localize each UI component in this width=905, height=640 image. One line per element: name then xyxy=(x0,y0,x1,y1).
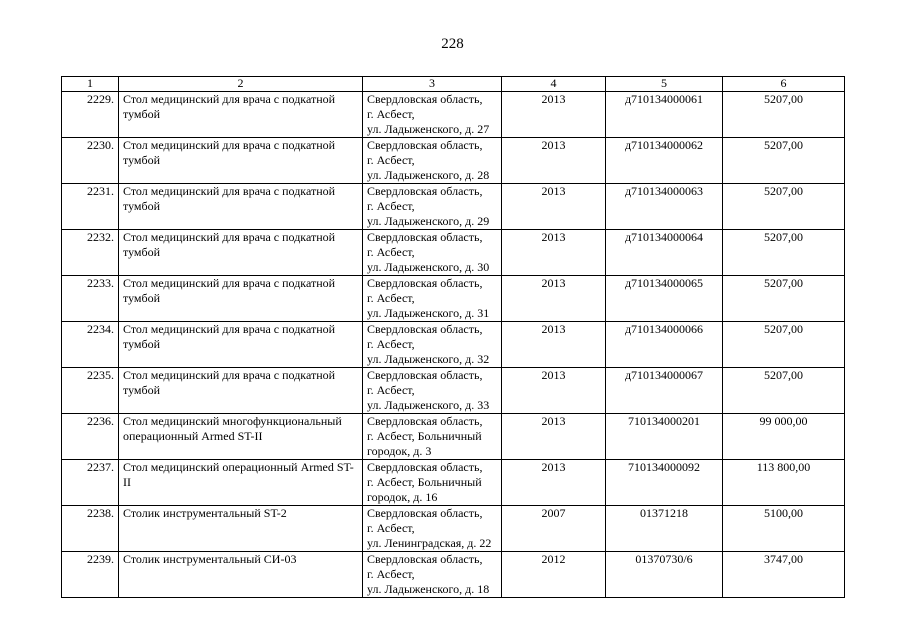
row-number-cell: 2237. xyxy=(62,460,119,506)
address-line: Свердловская область, xyxy=(367,506,483,520)
address-cell xyxy=(363,138,502,184)
year-cell: 2007 xyxy=(502,506,606,552)
address-line: г. Асбест, xyxy=(367,199,415,213)
address-line: Свердловская область, xyxy=(367,230,483,244)
inventory-code-cell: д710134000062 xyxy=(606,138,723,184)
table-row xyxy=(62,92,845,138)
address-line: ул. Ладыженского, д. 28 xyxy=(367,168,490,182)
address-line: Свердловская область, xyxy=(367,138,483,152)
address-line: Свердловская область, xyxy=(367,184,483,198)
column-header: 6 xyxy=(723,77,845,92)
cost-cell: 5207,00 xyxy=(723,368,845,414)
item-name-cell: Стол медицинский для врача с подкатной тумбой xyxy=(119,322,363,368)
table-row xyxy=(62,138,845,184)
row-number-cell: 2230. xyxy=(62,138,119,184)
address-line: г. Асбест, xyxy=(367,383,415,397)
table-row xyxy=(62,368,845,414)
year-cell: 2013 xyxy=(502,368,606,414)
address-cell xyxy=(363,552,502,598)
table-row xyxy=(62,322,845,368)
cost-cell: 99 000,00 xyxy=(723,414,845,460)
inventory-code-cell: 01371218 xyxy=(606,506,723,552)
row-number-cell: 2236. xyxy=(62,414,119,460)
inventory-code-cell: д710134000064 xyxy=(606,230,723,276)
inventory-code-cell: д710134000063 xyxy=(606,184,723,230)
table-row xyxy=(62,276,845,322)
column-header: 3 xyxy=(363,77,502,92)
address-cell xyxy=(363,276,502,322)
address-line: городок, д. 3 xyxy=(367,444,432,458)
address-cell xyxy=(363,322,502,368)
year-cell: 2013 xyxy=(502,138,606,184)
address-cell xyxy=(363,506,502,552)
row-number-cell: 2235. xyxy=(62,368,119,414)
address-cell xyxy=(363,184,502,230)
year-cell: 2013 xyxy=(502,276,606,322)
address-line: Свердловская область, xyxy=(367,322,483,336)
address-line: Свердловская область, xyxy=(367,92,483,106)
table-row xyxy=(62,184,845,230)
address-line: ул. Ладыженского, д. 29 xyxy=(367,214,490,228)
column-header: 5 xyxy=(606,77,723,92)
address-line: ул. Ладыженского, д. 33 xyxy=(367,398,490,412)
address-line: г. Асбест, xyxy=(367,245,415,259)
item-name-cell: Стол медицинский для врача с подкатной тумбой xyxy=(119,184,363,230)
year-cell: 2013 xyxy=(502,460,606,506)
table-row xyxy=(62,460,845,506)
row-number-cell: 2239. xyxy=(62,552,119,598)
address-line: ул. Ладыженского, д. 30 xyxy=(367,260,490,274)
row-number-cell: 2238. xyxy=(62,506,119,552)
column-header: 1 xyxy=(62,77,119,92)
address-line: г. Асбест, xyxy=(367,567,415,581)
cost-cell: 5207,00 xyxy=(723,230,845,276)
address-line: ул. Ладыженского, д. 18 xyxy=(367,582,490,596)
inventory-code-cell: д710134000067 xyxy=(606,368,723,414)
row-number-cell: 2232. xyxy=(62,230,119,276)
table-row xyxy=(62,230,845,276)
address-line: ул. Ладыженского, д. 32 xyxy=(367,352,490,366)
table-row xyxy=(62,506,845,552)
cost-cell: 5207,00 xyxy=(723,322,845,368)
cost-cell: 5207,00 xyxy=(723,276,845,322)
address-cell xyxy=(363,414,502,460)
address-cell xyxy=(363,230,502,276)
item-name-cell: Столик инструментальный СИ-03 xyxy=(119,552,363,598)
year-cell: 2013 xyxy=(502,184,606,230)
item-name-cell: Стол медицинский для врача с подкатной тумбой xyxy=(119,138,363,184)
address-line: Свердловская область, xyxy=(367,414,483,428)
row-number-cell: 2234. xyxy=(62,322,119,368)
address-line: ул. Ладыженского, д. 27 xyxy=(367,122,490,136)
header-row xyxy=(62,77,845,92)
row-number-cell: 2229. xyxy=(62,92,119,138)
address-line: г. Асбест, xyxy=(367,521,415,535)
year-cell: 2013 xyxy=(502,414,606,460)
cost-cell: 113 800,00 xyxy=(723,460,845,506)
item-name-cell: Стол медицинский для врача с подкатной тумбой xyxy=(119,276,363,322)
inventory-code-cell: 710134000201 xyxy=(606,414,723,460)
address-line: Свердловская область, xyxy=(367,276,483,290)
address-line: ул. Ладыженского, д. 31 xyxy=(367,306,490,320)
column-header: 2 xyxy=(119,77,363,92)
property-table xyxy=(61,76,845,598)
year-cell: 2013 xyxy=(502,230,606,276)
row-number-cell: 2233. xyxy=(62,276,119,322)
address-line: Свердловская область, xyxy=(367,460,483,474)
item-name-cell: Столик инструментальный ST-2 xyxy=(119,506,363,552)
item-name-cell: Стол медицинский операционный Armed ST-II xyxy=(119,460,363,506)
column-header: 4 xyxy=(502,77,606,92)
inventory-code-cell: 01370730/6 xyxy=(606,552,723,598)
address-cell xyxy=(363,368,502,414)
year-cell: 2012 xyxy=(502,552,606,598)
year-cell: 2013 xyxy=(502,322,606,368)
inventory-code-cell: д710134000061 xyxy=(606,92,723,138)
address-cell xyxy=(363,460,502,506)
item-name-cell: Стол медицинский для врача с подкатной тумбой xyxy=(119,230,363,276)
cost-cell: 3747,00 xyxy=(723,552,845,598)
item-name-cell: Стол медицинский для врача с подкатной тумбой xyxy=(119,368,363,414)
address-line: городок, д. 16 xyxy=(367,490,438,504)
year-cell: 2013 xyxy=(502,92,606,138)
cost-cell: 5207,00 xyxy=(723,92,845,138)
table-row xyxy=(62,414,845,460)
cost-cell: 5100,00 xyxy=(723,506,845,552)
cost-cell: 5207,00 xyxy=(723,184,845,230)
address-line: г. Асбест, Больничный xyxy=(367,429,482,443)
address-line: г. Асбест, xyxy=(367,337,415,351)
table-row xyxy=(62,552,845,598)
address-line: Свердловская область, xyxy=(367,368,483,382)
address-line: ул. Ленинградская, д. 22 xyxy=(367,536,492,550)
address-cell xyxy=(363,92,502,138)
item-name-cell: Стол медицинский для врача с подкатной тумбой xyxy=(119,92,363,138)
address-line: г. Асбест, xyxy=(367,153,415,167)
address-line: г. Асбест, Больничный xyxy=(367,475,482,489)
cost-cell: 5207,00 xyxy=(723,138,845,184)
inventory-code-cell: д710134000066 xyxy=(606,322,723,368)
row-number-cell: 2231. xyxy=(62,184,119,230)
page-number: 228 xyxy=(441,36,464,52)
address-line: Свердловская область, xyxy=(367,552,483,566)
item-name-cell: Стол медицинский многофункциональный операционный Armed ST-II xyxy=(119,414,363,460)
address-line: г. Асбест, xyxy=(367,107,415,121)
inventory-code-cell: 710134000092 xyxy=(606,460,723,506)
inventory-code-cell: д710134000065 xyxy=(606,276,723,322)
address-line: г. Асбест, xyxy=(367,291,415,305)
